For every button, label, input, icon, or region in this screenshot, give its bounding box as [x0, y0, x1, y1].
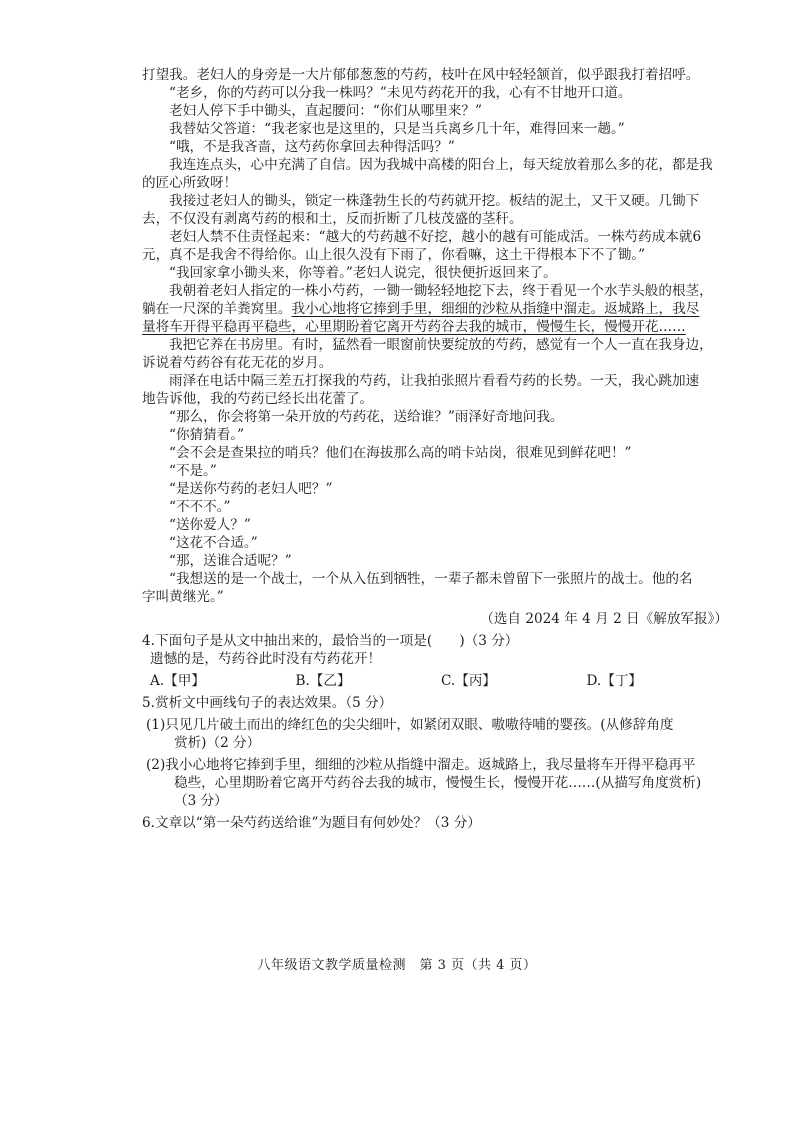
- question-5-sub1-cont: 赏析)（2 分）: [174, 735, 261, 751]
- source-citation: （选自 2024 年 4 月 2 日《解放军报》）: [480, 611, 728, 627]
- passage-line: 去，不仅没有剥离芍药的根和土，反而折断了几枝茂盛的茎秆。: [142, 211, 523, 227]
- passage-line: “送你爱人？”: [169, 517, 251, 533]
- passage-line: 的匠心所致呀！: [142, 175, 238, 191]
- passage-line: “我回家拿小锄头来，你等着。”老妇人说完，很快便折返回来了。: [169, 265, 557, 281]
- passage-line: 地告诉他，我的芍药已经长出花蕾了。: [142, 391, 374, 407]
- passage-line: 我替姑父答道：“我老家也是这里的，只是当兵离乡几十年，难得回来一趟。”: [169, 121, 625, 137]
- passage-line: 我连连点头，心中充满了自信。因为我城中高楼的阳台上，每天绽放着那么多的花，都是我: [169, 157, 713, 173]
- passage-line: 我把它养在书房里。有时，猛然看一眼窗前快要绽放的芍药，感觉有一个人一直在我身边，: [169, 337, 713, 353]
- passage-line: 躺在一尺深的羊粪窝里。我小心地将它捧到手里，细细的沙粒从指缝中溜走。返城路上，我尽: [142, 301, 700, 317]
- passage-line: “哦，不是我吝啬，这芍药你拿回去种得活吗？”: [169, 139, 455, 155]
- passage-line: 雨泽在电话中隔三差五打探我的芍药，让我拍张照片看看芍药的长势。一天，我心跳加速: [169, 373, 700, 389]
- passage-line: “你猜猜看。”: [169, 427, 245, 443]
- passage-line: 字叫黄继光。”: [142, 589, 224, 605]
- passage-line: “那么，你会将第一朵开放的芍药花，送给谁？”雨泽好奇地问我。: [169, 409, 564, 425]
- option-a[interactable]: A.【甲】: [150, 673, 205, 689]
- passage-line: “这花不合适。”: [169, 535, 258, 551]
- question-4-options: [142, 672, 732, 690]
- question-5-sub2-cont: 稳些，心里期盼着它离开芍药谷去我的城市，慢慢生长，慢慢开花……(从描写角度赏析): [174, 775, 702, 791]
- option-b[interactable]: B.【乙】: [295, 673, 351, 689]
- passage-line: 我朝着老妇人指定的一株小芍药，一锄一锄轻轻地挖下去，终于看见一个水芋头般的根茎，: [169, 283, 713, 299]
- passage-line: “那，送谁合适呢？”: [169, 553, 292, 569]
- option-d[interactable]: D.【丁】: [586, 673, 643, 689]
- option-c[interactable]: C.【丙】: [441, 673, 497, 689]
- passage-line: “是送你芍药的老妇人吧？”: [169, 481, 333, 497]
- exam-page-body: [142, 66, 732, 832]
- passage-line: 打望我。老妇人的身旁是一大片郁郁葱葱的芍药，枝叶在风中轻轻颔首，似乎跟我打着招呼。: [142, 67, 700, 83]
- question-6: [142, 814, 732, 832]
- passage-line: “会不会是查果拉的哨兵？他们在海拔那么高的哨卡站岗，很难见到鲜花吧！”: [169, 445, 632, 461]
- underlined-sentence: 我小心地将它捧到手里，细细的沙粒从指缝中溜走。返城路上，我尽: [291, 301, 700, 317]
- question-5-sub2: (2)我小心地将它捧到手里，细细的沙粒从指缝中溜走。返城路上，我尽量将车开得平稳再平: [146, 757, 696, 773]
- question-4-sentence: 遗憾的是，芍药谷此时没有芍药花开！: [150, 651, 382, 667]
- question-5-sub2-score: （3 分）: [174, 793, 228, 809]
- passage-line: 我接过老妇人的锄头，锁定一株蓬勃生长的芍药就开挖。板结的泥土，又干又硬。几锄下: [169, 193, 700, 209]
- underlined-sentence: 量将车开得平稳再平稳些，心里期盼着它离开芍药谷去我的城市，慢慢生长，慢慢开花……: [142, 319, 686, 335]
- reading-passage-part2: [142, 336, 732, 606]
- passage-line: 元，真不是我舍不得给你。山上很久没有下雨了，你看嘛，这土干得根本下不了锄。”: [142, 247, 646, 263]
- reading-passage-part1: [142, 66, 732, 300]
- question-4-stem: 4.下面句子是从文中抽出来的，最恰当的一项是( )（3 分）: [142, 633, 519, 649]
- question-6-stem: 6.文章以“第一朵芍药送给谁”为题目有何妙处？（3 分）: [142, 815, 481, 831]
- question-4: [142, 632, 732, 690]
- passage-line: “不不不。”: [169, 499, 231, 515]
- underlined-paragraph: [142, 300, 732, 336]
- question-5: [142, 694, 732, 810]
- passage-line: 老妇人禁不住责怪起来：“越大的芍药越不好挖，越小的越有可能成活。一株芍药成本就6: [169, 229, 702, 245]
- question-5-stem: 5.赏析文中画线句子的表达效果。（5 分）: [142, 695, 393, 711]
- passage-line: “不是。”: [169, 463, 217, 479]
- passage-line: 老妇人停下手中锄头，直起腰问：“你们从哪里来？”: [169, 103, 482, 119]
- passage-line: 诉说着芍药谷有花无花的岁月。: [142, 355, 333, 371]
- page-footer: 八年级语文教学质量检测 第 3 页（共 4 页）: [257, 958, 537, 973]
- passage-line: “我想送的是一个战士，一个从入伍到牺牲，一辈子都未曾留下一张照片的战士。他的名: [169, 571, 693, 587]
- question-5-sub1: (1)只见几片破土而出的绛红色的尖尖细叶，如紧闭双眼、嗷嗷待哺的婴孩。(从修辞角度: [146, 717, 674, 733]
- passage-line: “老乡，你的芍药可以分我一株吗？”未见芍药花开的我，心有不甘地开口道。: [169, 85, 632, 101]
